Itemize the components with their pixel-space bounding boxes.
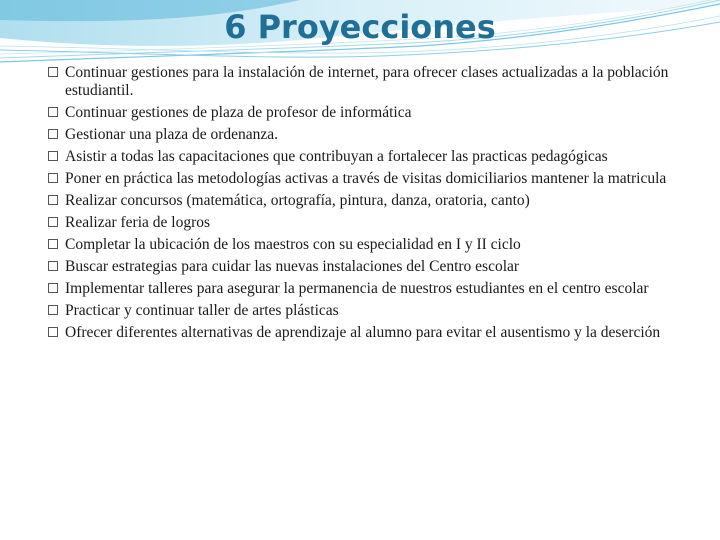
list-item <box>48 258 688 276</box>
list-item-text: Ofrecer diferentes alternativas de aprendizaje al alumno para evitar el ausentismo y la deserción <box>65 323 661 341</box>
list-item <box>48 302 688 320</box>
list-item-text: Practicar y continuar taller de artes plásticas <box>65 301 339 319</box>
list-item <box>48 192 688 210</box>
list-item <box>48 280 688 298</box>
square-bullet-icon <box>48 67 58 77</box>
list-item-text: Continuar gestiones de plaza de profesor de informática <box>65 103 412 121</box>
list-item-text: Completar la ubicación de los maestros con su especialidad en I y II ciclo <box>65 235 521 253</box>
square-bullet-icon <box>48 195 58 205</box>
list-item-text: Continuar gestiones para la instalación de internet, para ofrecer clases actualizadas a la población estudiantil. <box>65 64 669 99</box>
square-bullet-icon <box>48 283 58 293</box>
list-item-text: Gestionar una plaza de ordenanza. <box>65 125 279 143</box>
list-item-text: Buscar estrategias para cuidar las nuevas instalaciones del Centro escolar <box>65 257 520 275</box>
square-bullet-icon <box>48 239 58 249</box>
list-item <box>48 126 688 144</box>
list-item <box>48 214 688 232</box>
square-bullet-icon <box>48 305 58 315</box>
square-bullet-icon <box>48 107 58 117</box>
list-item <box>48 64 688 99</box>
list-item <box>48 148 688 166</box>
square-bullet-icon <box>48 217 58 227</box>
bullet-list <box>48 64 688 346</box>
list-item-text: Poner en práctica las metodologías activas a través de visitas domiciliarios mantener la matricula <box>65 169 667 187</box>
list-item-text: Realizar feria de logros <box>65 213 211 231</box>
list-item <box>48 104 688 122</box>
list-item <box>48 170 688 188</box>
list-item-text: Asistir a todas las capacitaciones que contribuyan a fortalecer las practicas pedagógicas <box>65 147 608 165</box>
square-bullet-icon <box>48 151 58 161</box>
list-item <box>48 236 688 254</box>
square-bullet-icon <box>48 261 58 271</box>
list-item-text: Implementar talleres para asegurar la permanencia de nuestros estudiantes en el centro escolar <box>65 279 649 297</box>
slide-title: 6 Proyecciones <box>224 8 496 46</box>
square-bullet-icon <box>48 129 58 139</box>
square-bullet-icon <box>48 327 58 337</box>
list-item-text: Realizar concursos (matemática, ortografía, pintura, danza, oratoria, canto) <box>65 191 530 209</box>
square-bullet-icon <box>48 173 58 183</box>
list-item <box>48 324 688 342</box>
